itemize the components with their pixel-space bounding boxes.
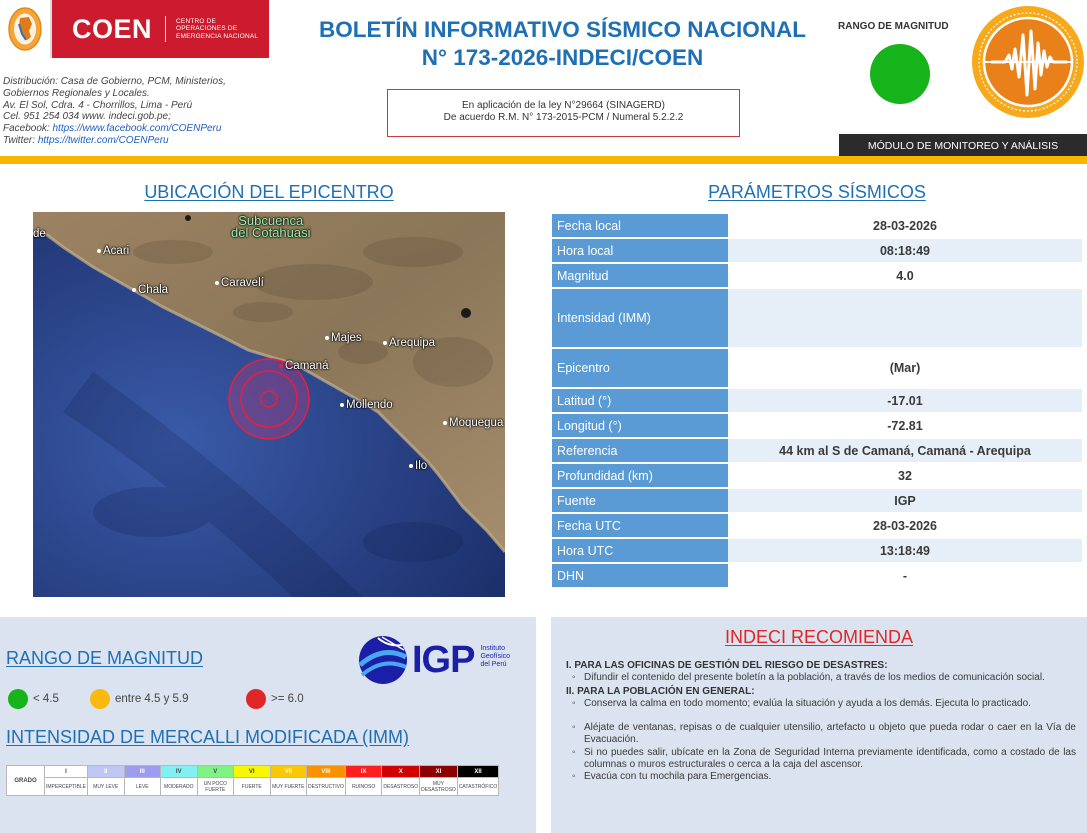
table-row: [552, 464, 1082, 487]
epicenter-section-title: UBICACIÓN DEL EPICENTRO: [144, 182, 394, 202]
mercalli-desc: IMPERCEPTIBLE: [45, 778, 88, 796]
legend-item-low: [8, 689, 90, 709]
distribution-info: [3, 76, 283, 147]
mercalli-desc: RUINOSO: [345, 778, 382, 796]
legend-label: entre 4.5 y 5.9: [115, 693, 189, 705]
seismic-params-title: PARÁMETROS SÍSMICOS: [708, 182, 926, 202]
igp-subtitle-line: del Perú: [480, 661, 507, 668]
igp-globe-icon: [358, 635, 408, 685]
map-label-text: del Cotahuasi: [231, 225, 311, 240]
mercalli-desc: LEVE: [124, 778, 161, 796]
param-label: Profundidad (km): [552, 464, 728, 487]
param-value: -17.01: [728, 389, 1082, 412]
table-row: [552, 489, 1082, 512]
recommendation-item: ◦ Aléjate de ventanas, repisas o de cualquier utensilio, artefacto u objeto que pueda rodar o caer en la Vía de Evacuación.: [566, 722, 1076, 747]
coen-wordmark: COEN: [72, 13, 153, 44]
mercalli-grade: XII: [457, 766, 498, 778]
map-label-text: Chala: [138, 284, 169, 296]
table-row: [552, 239, 1082, 262]
law-line: En aplicación de la ley N°29664 (SINAGERD): [462, 100, 665, 111]
mercalli-grade: II: [88, 766, 125, 778]
green-dot-icon: [8, 689, 28, 709]
table-row: [552, 214, 1082, 237]
seismograph-badge-icon: [971, 5, 1085, 119]
bulletin-title: [290, 16, 835, 72]
param-value: -: [902, 568, 908, 583]
map-label-text: Caravelí: [221, 277, 264, 289]
table-row: [552, 439, 1082, 462]
param-label: Hora UTC: [552, 539, 728, 562]
red-dot-icon: [246, 689, 266, 709]
param-label: Epicentro: [552, 349, 728, 387]
table-row: [552, 289, 1082, 347]
param-value: 44 km al S de Camaná, Camaná - Arequipa: [728, 439, 1082, 462]
table-row: [552, 414, 1082, 437]
table-row: [552, 564, 1082, 587]
mercalli-desc: UN POCO FUERTE: [197, 778, 234, 796]
param-value: 08:18:49: [728, 239, 1082, 262]
seismic-parameters-table: [552, 212, 1082, 589]
facebook-label: Facebook:: [3, 123, 53, 135]
map-label-chala: [132, 284, 168, 296]
table-row: [552, 514, 1082, 537]
twitter-line: [3, 135, 283, 147]
mercalli-desc-row: [7, 778, 499, 796]
monitoring-module-bar: MÓDULO DE MONITOREO Y ANÁLISIS: [839, 134, 1087, 157]
coen-divider: [165, 16, 166, 42]
mercalli-grade: VI: [234, 766, 271, 778]
map-label-text: Acari: [103, 245, 130, 257]
recommendation-item: ◦ Difundir el contenido del presente boletín a la población, a través de los medios de comunicación social.: [566, 672, 1076, 684]
map-label-text: Subcuenca: [238, 213, 304, 228]
param-value: 32: [898, 468, 912, 483]
mercalli-grade: IV: [161, 766, 198, 778]
magnitude-legend-panel: [0, 617, 536, 833]
satellite-map-image: [33, 212, 505, 597]
coen-subtitle: [176, 18, 258, 41]
distribution-line: Gobiernos Regionales y Locales.: [3, 87, 150, 99]
facebook-line: [3, 123, 283, 135]
map-label-text: Majes: [331, 332, 362, 344]
param-value: -72.81: [887, 418, 923, 433]
param-value: IGP: [728, 489, 1082, 512]
igp-subtitle-line: Geofísico: [480, 653, 511, 660]
magnitude-range-label: RANGO DE MAGNITUD: [838, 21, 949, 32]
recommendation-item: ◦ Conserva la calma en todo momento; evalúa la situación y ayuda a los demás. Ejecuta lo practicado.: [566, 698, 1076, 710]
igp-wordmark: IGP: [412, 638, 475, 681]
param-label: Longitud (°): [552, 414, 728, 437]
mercalli-desc: MUY LEVE: [88, 778, 125, 796]
map-label-subcuenca: [231, 215, 311, 239]
map-label-text: Camaná: [285, 360, 329, 372]
param-value: 4.0: [896, 268, 914, 283]
map-label-text: Moquegua: [449, 417, 504, 429]
header-divider: [0, 156, 1087, 164]
coen-banner: [0, 0, 269, 58]
map-label-caraveli: [215, 277, 264, 289]
magnitude-range-title: RANGO DE MAGNITUD: [6, 648, 204, 668]
param-label: Fuente: [552, 489, 728, 512]
legend-item-high: [246, 689, 304, 709]
mercalli-grade: XI: [420, 766, 458, 778]
param-value: [728, 289, 1082, 347]
distribution-line: Distribución: Casa de Gobierno, PCM, Ministerios,: [3, 76, 226, 87]
mercalli-desc: MODERADO: [161, 778, 198, 796]
mercalli-grade: IX: [345, 766, 382, 778]
map-label-mollendo: [340, 399, 393, 411]
mercalli-desc: FUERTE: [234, 778, 271, 796]
law-reference-box: [387, 89, 740, 137]
magnitude-legend: [8, 689, 304, 709]
legend-label: >= 6.0: [271, 693, 304, 705]
coen-subtitle-line: CENTRO DE: [176, 17, 217, 25]
twitter-link[interactable]: https://twitter.com/COENPeru: [37, 134, 169, 146]
recommendation-item: ◦ Evacúa con tu mochila para Emergencias.: [566, 771, 1076, 783]
mercalli-desc: CATASTRÓFICO: [457, 778, 498, 796]
peru-shield-icon: [7, 6, 43, 52]
map-label-text: Arequipa: [389, 337, 436, 349]
mercalli-grade: V: [197, 766, 234, 778]
table-row: [552, 539, 1082, 562]
igp-subtitle-line: Instituto: [480, 645, 505, 652]
coen-subtitle-line: OPERACIONES DE: [176, 25, 238, 33]
param-label: Fecha local: [552, 214, 728, 237]
igp-logo: [358, 635, 510, 685]
table-row: [552, 349, 1082, 387]
map-label-moquegua: [443, 417, 503, 429]
section2-heading: II. PARA LA POBLACIÓN EN GENERAL:: [566, 685, 755, 697]
epicenter-map[interactable]: [33, 212, 505, 597]
mercalli-grade: I: [45, 766, 88, 778]
mercalli-grade: VII: [270, 766, 307, 778]
param-value: 28-03-2026: [873, 518, 937, 533]
map-label-acari: [97, 245, 129, 257]
param-label: Latitud (°): [552, 389, 728, 412]
param-label: Magnitud: [552, 264, 728, 287]
param-label: Referencia: [552, 439, 728, 462]
table-row: [552, 389, 1082, 412]
map-label-text: Mollendo: [346, 399, 393, 411]
map-label-text: Ilo: [415, 460, 428, 472]
param-label: DHN: [552, 564, 728, 587]
contact-line: Cel. 951 254 034 www. indeci.gob.pe;: [3, 111, 171, 123]
mercalli-desc: MUY FUERTE: [270, 778, 307, 796]
address-line: Av. El Sol, Cdra. 4 - Chorrillos, Lima - Perú: [3, 99, 193, 111]
map-label-ilo: [409, 460, 427, 472]
indeci-logo: [0, 0, 52, 58]
mercalli-grade: VIII: [307, 766, 346, 778]
yellow-dot-icon: [90, 689, 110, 709]
mercalli-title: INTENSIDAD DE MERCALLI MODIFICADA (IMM): [6, 727, 410, 747]
mercalli-desc: DESASTROSO: [382, 778, 420, 796]
param-value: 28-03-2026: [873, 218, 937, 233]
map-label-arequipa: [383, 337, 435, 349]
twitter-label: Twitter:: [3, 134, 38, 146]
mercalli-scale-table: [6, 765, 499, 796]
map-label-camana: [279, 360, 328, 372]
param-value: 13:18:49: [728, 539, 1082, 562]
recommendation-item: ◦ Si no puedes salir, ubícate en la Zona de Seguridad Interna previamente identificada, como a costado de las columnas o muros estructurales o cerca a la caja del ascensor.: [566, 747, 1076, 772]
mercalli-grade: III: [124, 766, 161, 778]
recommendations-panel: [551, 617, 1087, 833]
map-label-majes: [325, 332, 362, 344]
bulletin-number: N° 173-2026-INDECI/COEN: [421, 45, 704, 70]
map-label-text: de: [33, 228, 46, 240]
mercalli-desc: DESTRUCTIVO: [307, 778, 346, 796]
mercalli-grade-row: [7, 766, 499, 778]
mercalli-desc: MUY DESASTROSO: [420, 778, 458, 796]
table-row: [552, 264, 1082, 287]
facebook-link[interactable]: https://www.facebook.com/COENPeru: [52, 123, 222, 135]
param-value: (Mar): [889, 361, 921, 375]
coen-subtitle-line: EMERGENCIA NACIONAL: [176, 32, 259, 40]
mercalli-grade: X: [382, 766, 420, 778]
grado-header: GRADO: [7, 766, 45, 796]
igp-subtitle: [480, 645, 510, 669]
param-label: Fecha UTC: [552, 514, 728, 537]
magnitude-range-indicator: [870, 44, 930, 104]
resolution-line: De acuerdo R.M. N° 173-2015-PCM / Numeral 5.2.2.2: [443, 112, 684, 123]
param-label: Intensidad (IMM): [552, 289, 728, 347]
map-label-edge: [33, 228, 46, 240]
legend-item-medium: [90, 689, 246, 709]
section1-heading: I. PARA LAS OFICINAS DE GESTIÓN DEL RIESGO DE DESASTRES:: [566, 660, 888, 671]
param-label: Hora local: [552, 239, 728, 262]
bulletin-title-line1: BOLETÍN INFORMATIVO SÍSMICO NACIONAL: [318, 17, 807, 42]
recommendations-title: INDECI RECOMIENDA: [724, 627, 913, 647]
legend-label: < 4.5: [33, 693, 59, 705]
recommendations-body: [566, 659, 1076, 784]
